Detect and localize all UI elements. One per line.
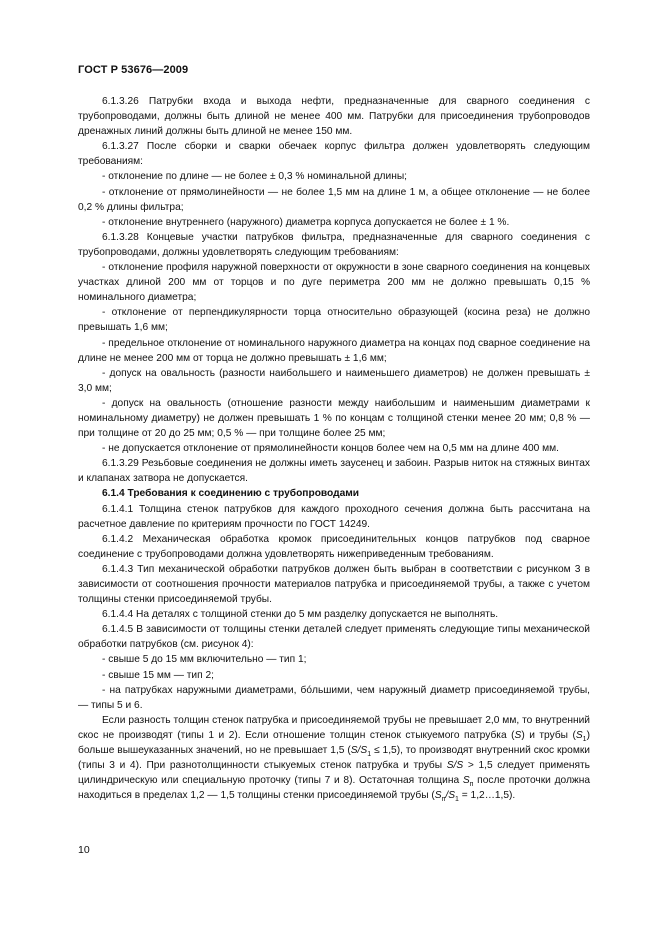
- list-item: - отклонение по длине — не более ± 0,3 % номинальной длины;: [102, 171, 407, 183]
- document-body: [78, 94, 590, 803]
- paragraph-6-1-4-5: 6.1.4.5 В зависимости от толщины стенки деталей следует применять следующие типы механической обработки патрубков (см. рисунок 4):: [78, 624, 590, 651]
- paragraph-6-1-3-29: 6.1.3.29 Резьбовые соединения не должны иметь заусенец и забоин. Разрыв ниток на стяжных винтах и клапанах затвора не допускается.: [78, 458, 590, 485]
- list-item: - допуск на овальность (отношение разности между наибольшим и наименьшим диаметрами к номинальному диаметру) не должен превышать 1 % по концам с толщиной стенки менее 20 мм; 0,8 % — при толщине от 20 до 25 мм; 0,5 % — при толщине более 25 мм;: [78, 397, 590, 440]
- list-item: - свыше 5 до 15 мм включительно — тип 1;: [102, 654, 307, 666]
- page-number: 10: [78, 844, 90, 856]
- list-item: - отклонение от прямолинейности — не более 1,5 мм на длине 1 м, а общее отклонение — не более 0,2 % длины фильтра;: [78, 186, 590, 213]
- paragraph-6-1-4-4: 6.1.4.4 На деталях с толщиной стенки до 5 мм разделку допускается не выполнять.: [102, 609, 499, 621]
- document-code-header: ГОСТ Р 53676—2009: [78, 64, 189, 76]
- paragraph-6-1-3-28: 6.1.3.28 Концевые участки патрубков фильтра, предназначенные для сварного соединения с трубопроводами, должны удовлетворять следующим требованиям:: [78, 231, 590, 258]
- paragraph-6-1-4-2: 6.1.4.2 Механическая обработка кромок присоединительных концов патрубков под сварное соединение с трубопроводами должна удовлетворять нижеприведенным требованиям.: [78, 533, 590, 560]
- paragraph-6-1-4-3: 6.1.4.3 Тип механической обработки патрубков должен быть выбран в соответствии с рисунком 3 в зависимости от соотношения прочности материалов патрубка и присоединяемой трубы, а также с учетом толщины стенки присоединяемой трубы.: [78, 563, 590, 606]
- paragraph-wall-thickness: Если разность толщин стенок патрубка и присоединяемой трубы не превышает 2,0 мм, то внутренний скос не производят (типы 1 и 2). Если отношение толщин стенок стыкуемого патрубка (S) и трубы $(S_1)$ больше вышеуказанных значений, но не превышает 1,5 $(S/S_1 \le 1,5)$, то производят внутренний скос кромки (типы 3 и 4). При разнотолщинности стыкуемых стенок патрубка и трубы S/S > 1,5 следует применять цилиндрическую или специальную проточку (типы 7 и 8). Остаточная толщина $S_п$ после проточки должна находиться в пределах 1,2 — 1,5 толщины стенки присоединяемой трубы ($S_п/S_1$ = 1,2…1,5).: [78, 714, 591, 804]
- section-heading-6-1-4: 6.1.4 Требования к соединению с трубопроводами: [102, 488, 360, 500]
- list-item: - отклонение профиля наружной поверхности от окружности в зоне сварного соединения на концевых участках длиной 200 мм от торцов и по дуге периметра 200 мм не должно превышать 0,15 % номинального диаметра;: [78, 262, 590, 304]
- list-item: - свыше 15 мм — тип 2;: [102, 669, 214, 681]
- list-item: - предельное отклонение от номинального наружного диаметра на концах под сварное соединение на длине не менее 200 мм от торца не должно превышать ± 1,6 мм;: [78, 337, 590, 364]
- list-item: - отклонение внутреннего (наружного) диаметра корпуса допускается не более ± 1 %.: [102, 216, 510, 228]
- list-item: - не допускается отклонение от прямолинейности концов более чем на 0,5 мм на длине 400 мм.: [102, 443, 560, 455]
- list-item: - отклонение от перпендикулярности торца относительно образующей (косина реза) не должно превышать 1,6 мм;: [78, 307, 590, 334]
- list-item: - допуск на овальность (разности наибольшего и наименьшего диаметров) не должен превышать ± 3,0 мм;: [78, 367, 590, 394]
- paragraph-6-1-4-1: 6.1.4.1 Толщина стенок патрубков для каждого проходного сечения должна быть рассчитана на расчетное давление по критериям прочности по ГОСТ 14249.: [78, 503, 590, 530]
- list-item: - на патрубках наружными диаметрами, бóльшими, чем наружный диаметр присоединяемой трубы, — типы 5 и 6.: [78, 684, 590, 711]
- paragraph-6-1-3-26: 6.1.3.26 Патрубки входа и выхода нефти, предназначенные для сварного соединения с трубопроводами, должны быть длиной не менее 400 мм. Патрубки для присоединения трубопроводов дренажных линий должны быть длиной не менее 150 мм.: [78, 96, 590, 138]
- paragraph-6-1-3-27: 6.1.3.27 После сборки и сварки обечаек корпус фильтра должен удовлетворять следующим требованиям:: [78, 141, 590, 168]
